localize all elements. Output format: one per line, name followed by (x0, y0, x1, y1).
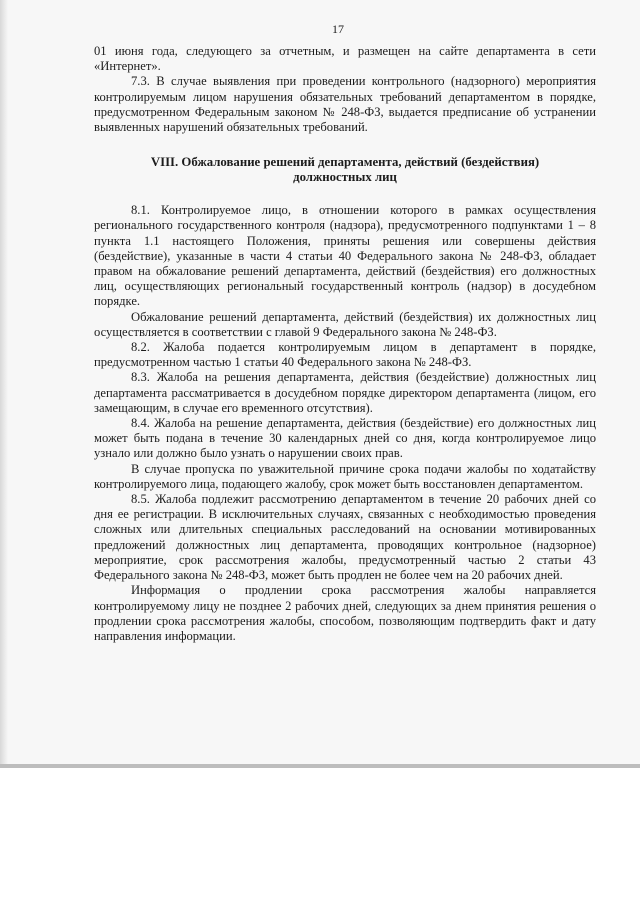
paragraph-appeal-procedure: Обжалование решений департамента, действий (бездействия) их должностных лиц осуществляется в соответствии с главой 9 Федерального закона № 248-ФЗ. (94, 309, 596, 339)
paragraph-8-4: 8.4. Жалоба на решение департамента, действия (бездействие) его должностных лиц может быть подана в течение 30 календарных дней со дня, когда контролируемое лицо узнало или должно было узнать о нарушении своих прав. (94, 416, 596, 461)
document-body (94, 44, 596, 644)
section-heading-line-1: VIII. Обжалование решений департамента, действий (бездействия) (150, 155, 540, 170)
paragraph-8-1: 8.1. Контролируемое лицо, в отношении которого в рамках осуществления регионального государственного контроля (надзора), предусмотренного подпунктами 1 – 8 пункта 1.1 настоящего Положения, приняты решения или совершены действия (бездействие), указанные в части 4 статьи 40 Федерального закона № 248-ФЗ, обладает правом на обжалование решений департамента, действий (бездействия) его должностных лиц, осуществляющих региональный государственный контроль (надзор) в досудебном порядке. (94, 203, 596, 309)
page-bottom-edge (0, 764, 640, 768)
paragraph-7-3: 7.3. В случае выявления при проведении контрольного (надзорного) мероприятия контролируемым лицом нарушения обязательных требований департаментом в порядке, предусмотренном Федеральным законом № 248-ФЗ, выдается предписание об устранении выявленных нарушений обязательных требований. (94, 74, 596, 135)
paragraph-extension-notice: Информация о продлении срока рассмотрения жалобы направляется контролируемому лицу не позднее 2 рабочих дней, следующих за днем принятия решения о продлении срока рассмотрения жалобы, способом, позволяющим подтвердить факт и дату направления информации. (94, 583, 596, 643)
section-heading-line-2: должностных лиц (293, 170, 397, 185)
section-heading (94, 155, 596, 185)
paragraph-8-5: 8.5. Жалоба подлежит рассмотрению департаментом в течение 20 рабочих дней со дня ее регистрации. В исключительных случаях, связанных с необходимостью проведения сложных или длительных специальных расследований на основании мотивированных предложений должностных лиц департамента, проводящих контрольное (надзорное) мероприятие, срок рассмотрения жалобы, предусмотренный частью 2 статьи 43 Федерального закона № 248-ФЗ, может быть продлен не более чем на 20 рабочих дней. (94, 492, 596, 583)
paragraph-8-2: 8.2. Жалоба подается контролируемым лицом в департамент в порядке, предусмотренном частью 1 статьи 40 Федерального закона № 248-ФЗ. (94, 340, 596, 370)
paragraph-continuation: 01 июня года, следующего за отчетным, и размещен на сайте департамента в сети «Интернет». (94, 44, 596, 74)
page-scan-edge (0, 0, 8, 768)
paragraph-deadline-restoration: В случае пропуска по уважительной причине срока подачи жалобы по ходатайству контролируемого лица, подающего жалобу, срок может быть восстановлен департаментом. (94, 461, 596, 491)
paragraph-8-3: 8.3. Жалоба на решения департамента, действия (бездействие) должностных лиц департамента рассматривается в досудебном порядке директором департамента (лицом, его замещающим, в случае его временного отсутствия). (94, 370, 596, 415)
page-number: 17 (332, 22, 344, 36)
